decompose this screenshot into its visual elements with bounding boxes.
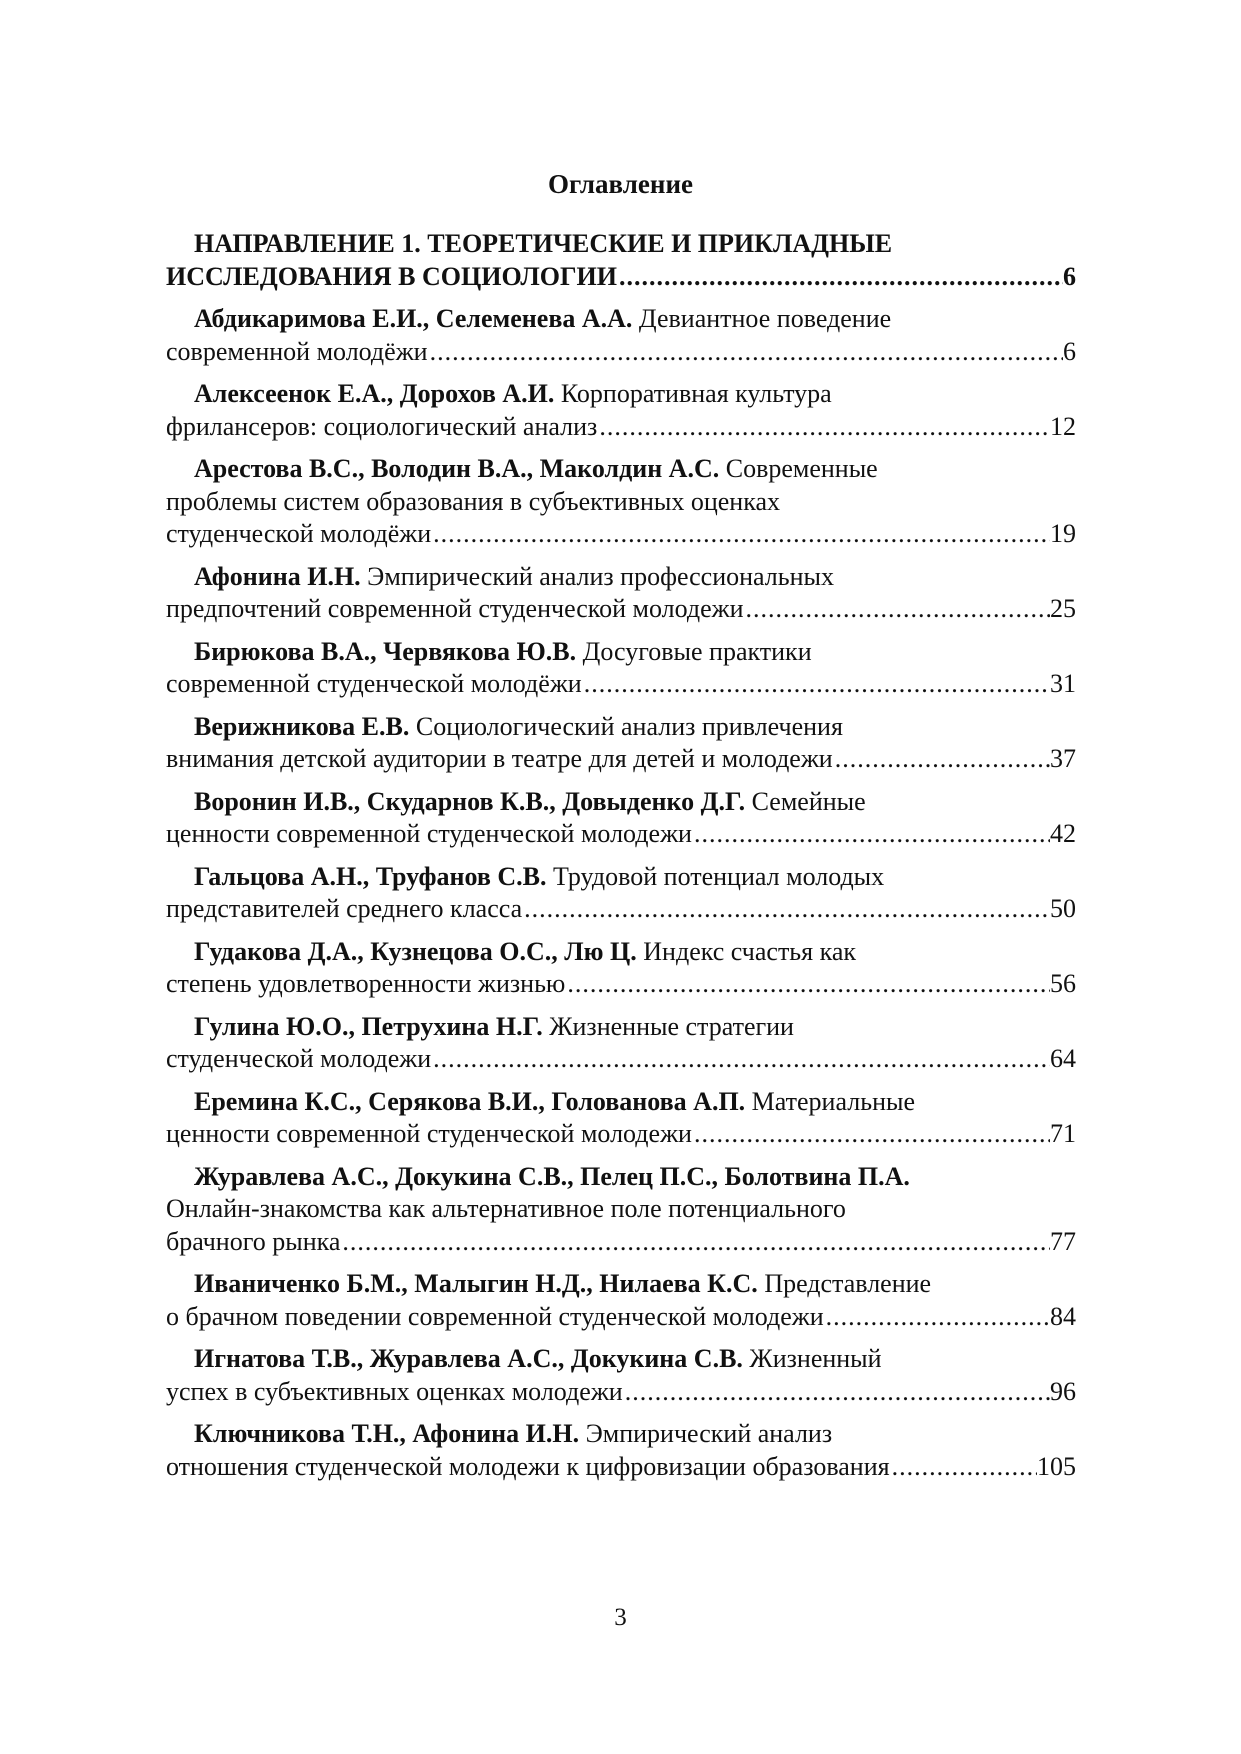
entry-title-line: Эмпирический анализ профессиональных (367, 561, 835, 591)
dot-leader (623, 1376, 1050, 1409)
entry-authors: Афонина И.Н. (194, 561, 361, 591)
entry-page-number: 105 (1037, 1451, 1076, 1481)
entry-title-line: Представление (764, 1269, 932, 1298)
entry-page-number: 71 (1050, 1119, 1076, 1148)
dot-leader (692, 1118, 1050, 1151)
dot-leader (692, 818, 1050, 851)
entry-authors: Верижникова Е.В. (194, 711, 410, 741)
entry-title-line: Корпоративная культура (560, 379, 832, 408)
dot-leader (522, 893, 1050, 926)
entry-title-line: Материальные (751, 1086, 915, 1116)
entry-authors: Гулина Ю.О., Петрухина Н.Г. (194, 1011, 543, 1041)
entry-title-line: ценности современной студенческой молодежи (166, 819, 692, 848)
entry-authors: Воронин И.В., Скударнов К.В., Довыденко Д.Г. (194, 786, 746, 816)
toc-entry[interactable] (166, 303, 1076, 368)
entry-title-line: проблемы систем образования в субъективных оценках (166, 486, 780, 516)
entry-page-number: 42 (1050, 819, 1076, 848)
table-of-contents (166, 228, 1076, 1483)
toc-entry[interactable] (166, 936, 1076, 1001)
entry-page-number: 12 (1050, 411, 1076, 441)
entry-page-number: 77 (1050, 1226, 1076, 1256)
entry-title-line: Эмпирический анализ (585, 1419, 833, 1448)
entry-title-line: современной студенческой молодёжи (166, 669, 582, 698)
entry-title-line: брачного рынка (166, 1226, 341, 1256)
entry-title-line: успех в субъективных оценках молодежи (166, 1376, 623, 1406)
toc-entry[interactable] (166, 1343, 1076, 1408)
entry-authors: Абдикаримова Е.И., Селеменева А.А. (194, 304, 633, 333)
toc-entry[interactable] (166, 1161, 1076, 1259)
dot-leader (744, 593, 1050, 626)
entry-title-line: Индекс счастья как (643, 936, 857, 966)
entry-title-line: Девиантное поведение (638, 304, 892, 333)
toc-entry[interactable] (166, 636, 1076, 701)
entry-authors: Ключникова Т.Н., Афонина И.Н. (194, 1419, 580, 1448)
entry-title-line: Семейные (751, 786, 866, 816)
toc-entry[interactable] (166, 1418, 1076, 1483)
entry-title-line: Жизненные стратегии (549, 1011, 794, 1041)
entry-authors: Еремина К.С., Серякова В.И., Голованова А.П. (194, 1086, 746, 1116)
entry-title-line: отношения студенческой молодежи к цифровизации образования (166, 1451, 890, 1481)
entry-title-line: Онлайн-знакомства как альтернативное поле потенциального (166, 1194, 846, 1223)
entry-title-line: Современные (725, 454, 878, 483)
toc-entry[interactable] (166, 1011, 1076, 1076)
entry-authors: Журавлева А.С., Докукина С.В., Пелец П.С., Болотвина П.А. (194, 1161, 910, 1191)
entry-title-line: о брачном поведении современной студенческой молодежи (166, 1301, 824, 1331)
entry-authors: Иваниченко Б.М., Малыгин Н.Д., Нилаева К.С. (194, 1269, 758, 1298)
entry-title-line: студенческой молодёжи (166, 519, 432, 548)
entry-page-number: 31 (1050, 669, 1076, 698)
section-title-line-2: ИССЛЕДОВАНИЯ В СОЦИОЛОГИИ (166, 261, 617, 291)
entry-title-line: Досуговые практики (582, 636, 812, 666)
entry-title-line: современной молодёжи (166, 336, 428, 366)
toc-entry[interactable] (166, 561, 1076, 626)
dot-leader (340, 1226, 1050, 1259)
dot-leader (582, 668, 1050, 701)
toc-entry[interactable] (166, 861, 1076, 926)
dot-leader (431, 518, 1050, 551)
entry-page-number: 64 (1050, 1044, 1076, 1073)
entry-authors: Бирюкова В.А., Червякова Ю.В. (194, 636, 577, 666)
entry-title-line: Жизненный (749, 1344, 882, 1373)
dot-leader (890, 1451, 1037, 1484)
toc-entry[interactable] (166, 1268, 1076, 1333)
dot-leader (824, 1301, 1050, 1334)
entry-page-number: 25 (1050, 594, 1076, 623)
entry-page-number: 96 (1050, 1376, 1076, 1406)
entry-title-line: Трудовой потенциал молодых (553, 861, 885, 891)
entry-title-line: студенческой молодежи (166, 1044, 432, 1073)
toc-entry[interactable] (166, 1086, 1076, 1151)
entry-page-number: 50 (1050, 894, 1076, 923)
entry-authors: Гудакова Д.А., Кузнецова О.С., Лю Ц. (194, 936, 637, 966)
entry-authors: Арестова В.С., Володин В.А., Маколдин А.С. (194, 454, 720, 483)
dot-leader (833, 743, 1050, 776)
dot-leader (428, 336, 1063, 369)
entry-title-line: внимания детской аудитории в театре для детей и молодежи (166, 744, 833, 773)
entry-title-line: Социологический анализ привлечения (415, 711, 843, 741)
entry-title-line: степень удовлетворенности жизнью (166, 969, 566, 998)
entry-authors: Гальцова А.Н., Труфанов С.В. (194, 861, 547, 891)
section-title-line-1: НАПРАВЛЕНИЕ 1. ТЕОРЕТИЧЕСКИЕ И ПРИКЛАДНЫЕ (194, 229, 893, 258)
entry-title-line: фрилансеров: социологический анализ (166, 411, 598, 441)
entry-authors: Алексеенок Е.А., Дорохов А.И. (194, 379, 555, 408)
toc-section-1[interactable] (166, 228, 1076, 293)
entry-title-line: представителей среднего класса (166, 894, 523, 923)
entry-page-number: 37 (1050, 744, 1076, 773)
dot-leader (431, 1043, 1050, 1076)
entry-page-number: 84 (1050, 1301, 1076, 1331)
section-page-number: 6 (1063, 261, 1076, 291)
entry-page-number: 6 (1063, 336, 1076, 366)
toc-entry[interactable] (166, 786, 1076, 851)
dot-leader (597, 411, 1050, 444)
entry-title-line: предпочтений современной студенческой молодежи (166, 594, 744, 623)
entry-title-line: ценности современной студенческой молодежи (166, 1119, 692, 1148)
toc-entry[interactable] (166, 378, 1076, 443)
entry-page-number: 19 (1050, 519, 1076, 548)
page-number: 3 (614, 1604, 627, 1631)
toc-entry[interactable] (166, 453, 1076, 551)
entry-authors: Игнатова Т.В., Журавлева А.С., Докукина С.В. (194, 1344, 743, 1373)
toc-entry[interactable] (166, 711, 1076, 776)
page-title: Оглавление (548, 169, 693, 199)
dot-leader (565, 968, 1050, 1001)
dot-leader (617, 261, 1063, 294)
entry-page-number: 56 (1050, 969, 1076, 998)
